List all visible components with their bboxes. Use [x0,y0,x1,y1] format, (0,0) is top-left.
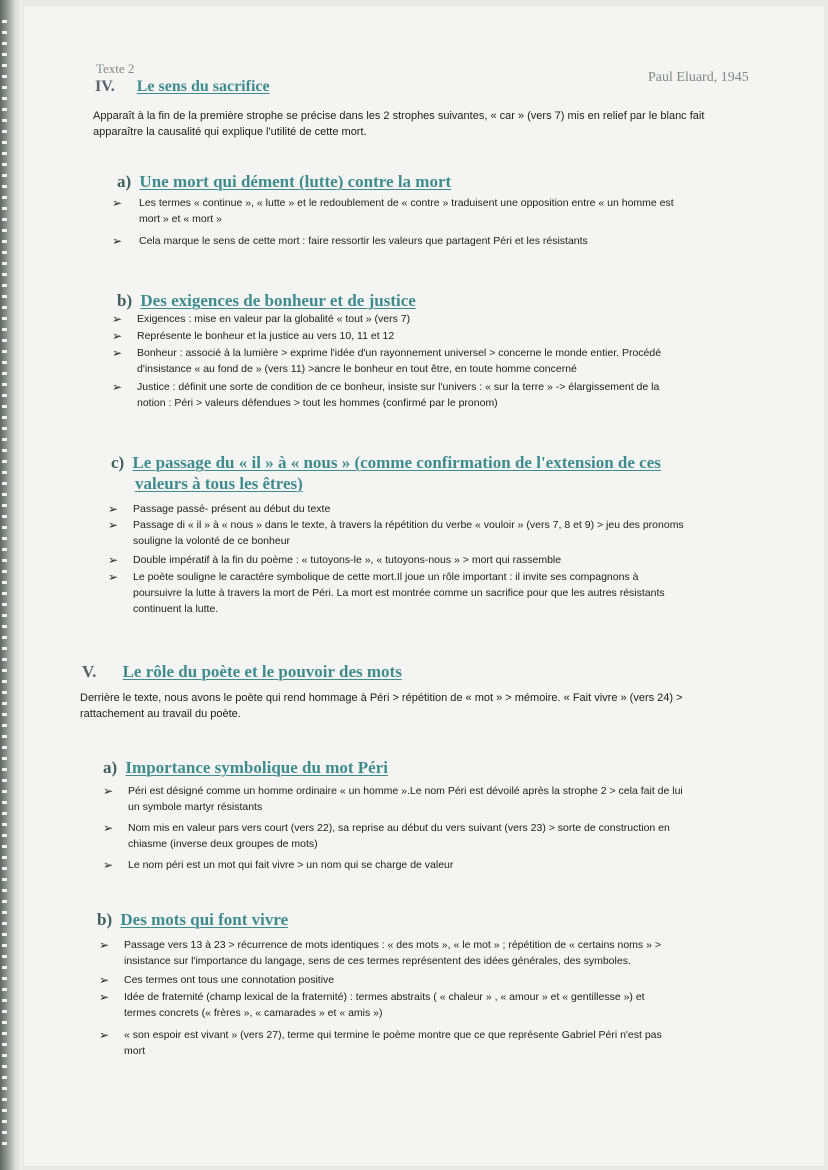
section-iv-numeral: IV. [95,78,115,95]
arrow-bullet-icon: ➢ [112,380,123,394]
arrow-bullet-icon: ➢ [112,196,123,210]
subsection-letter: b) [117,291,133,310]
binder-edge [0,0,22,1170]
subsection-iv-c-heading [111,452,661,494]
subsection-title-continued: valeurs à tous les êtres) [135,474,303,493]
arrow-bullet-icon: ➢ [112,312,123,326]
subsection-letter: a) [103,758,118,777]
arrow-bullet-icon: ➢ [103,858,114,872]
section-iv-heading [95,78,270,96]
subsection-title: Le passage du « il » à « nous » (comme confirmation de l'extension de ces [132,453,661,472]
list-item-text: Le poète souligne le caractère symbolique de cette mort.Il joue un rôle important : il invite ses compagnons à poursuivre la lutte à travers la mort de Péri. La mort est montrée comme un sacrifice pour que les autres résistants continuent la lutte. [133,571,665,615]
section-v-intro [80,690,683,722]
list-item-text: Cela marque le sens de cette mort : faire ressortir les valeurs que partagent Péri et les résistants [139,235,588,247]
arrow-bullet-icon: ➢ [103,784,114,798]
intro-line: Apparaît à la fin de la première strophe se précise dans les 2 strophes suivantes, « car » (vers 7) mis en relief par le blanc fait [93,110,705,122]
subsection-letter: c) [111,453,125,472]
list-item-text: Le nom péri est un mot qui fait vivre > un nom qui se charge de valeur [128,859,454,871]
intro-line: apparaître la causalité qui explique l'utilité de cette mort. [93,126,367,138]
section-iv-intro [93,108,704,140]
list-item-text: Passage di « il » à « nous » dans le texte, à travers la répétition du verbe « vouloir » (vers 7, 8 et 9) > jeu des pronoms souligne la volonté de ce bonheur [133,519,684,547]
list-item-text: Nom mis en valeur pars vers court (vers 22), sa reprise au début du vers suivant (vers 23) > sorte de construction en chiasme (inverse deux groupes de mots) [128,822,670,850]
subsection-title: Importance symbolique du mot Péri [125,758,388,777]
list-item-text: Idée de fraternité (champ lexical de la fraternité) : termes abstraits ( « chaleur » , « amour » et « gentillesse ») et termes concrets (« frères », « camarades » et « amis ») [124,991,645,1019]
arrow-bullet-icon: ➢ [99,938,110,952]
list-item-text: Représente le bonheur et la justice au vers 10, 11 et 12 [137,330,395,342]
arrow-bullet-icon: ➢ [99,973,110,987]
section-v-heading [82,662,402,682]
intro-line: rattachement au travail du poète. [80,708,241,720]
list-item-text: Justice : définit une sorte de condition de ce bonheur, insiste sur l'univers : « sur la terre » -> élargissement de la notion : Péri > valeurs défendues > tout les hommes (confirmé par le pronom) [137,381,660,409]
subsection-letter: b) [97,910,113,929]
arrow-bullet-icon: ➢ [112,346,123,360]
subsection-letter: a) [117,172,132,191]
section-v-numeral: V. [82,662,97,681]
arrow-bullet-icon: ➢ [108,502,119,516]
list-item-text: Bonheur : associé à la lumière > exprime l'idée d'un rayonnement universel > concerne le monde entier. Procédé d'insistance « au fond de » (vers 11) >ancre le bonheur en tout être, en toute homme concerné [137,347,662,375]
list-item-text: Ces termes ont tous une connotation positive [124,974,335,986]
list-item-text: Péri est désigné comme un homme ordinaire « un homme ».Le nom Péri est dévoilé après la strophe 2 > cela fait de lui un symbole martyr résistants [128,785,683,813]
section-v-title: Le rôle du poète et le pouvoir des mots [122,662,402,681]
list-item-text: Passage passé- présent au début du texte [133,503,331,515]
arrow-bullet-icon: ➢ [112,234,123,248]
section-iv-title: Le sens du sacrifice [136,78,270,95]
subsection-title: Une mort qui dément (lutte) contre la mort [139,172,452,191]
arrow-bullet-icon: ➢ [99,1028,110,1042]
list-item-text: Double impératif à la fin du poème : « tutoyons-le », « tutoyons-nous » > mort qui rassemble [133,554,562,566]
subsection-title: Des exigences de bonheur et de justice [140,291,416,310]
subsection-iv-a-heading [117,172,451,192]
author-credit: Paul Eluard, 1945 [648,70,749,85]
list-item-text: Passage vers 13 à 23 > récurrence de mots identiques : « des mots », « le mot » ; répétition de « certains noms » > insistance sur l'importance du langage, sens de ces termes représentent des idées générales, des symboles. [124,939,661,967]
subsection-v-b-heading [97,910,288,930]
subsection-iv-b-heading [117,291,416,311]
arrow-bullet-icon: ➢ [103,821,114,835]
intro-line: Derrière le texte, nous avons le poète qui rend hommage à Péri > répétition de « mot » > mémoire. « Fait vivre » (vers 24) > [80,692,683,704]
subsection-v-a-heading [103,758,388,778]
arrow-bullet-icon: ➢ [99,990,110,1004]
text-label: Texte 2 [96,61,135,76]
list-item-text: Exigences : mise en valeur par la globalité « tout » (vers 7) [137,313,411,325]
arrow-bullet-icon: ➢ [108,570,119,584]
arrow-bullet-icon: ➢ [108,518,119,532]
list-item-text: « son espoir est vivant » (vers 27), terme qui termine le poème montre que ce que représente Gabriel Péri n'est pas mort [124,1029,662,1057]
binder-holes [2,20,7,1150]
arrow-bullet-icon: ➢ [112,329,123,343]
subsection-title: Des mots qui font vivre [120,910,289,929]
arrow-bullet-icon: ➢ [108,553,119,567]
list-item-text: Les termes « continue », « lutte » et le redoublement de « contre » traduisent une opposition entre « un homme est mort » et « mort » [139,197,674,225]
